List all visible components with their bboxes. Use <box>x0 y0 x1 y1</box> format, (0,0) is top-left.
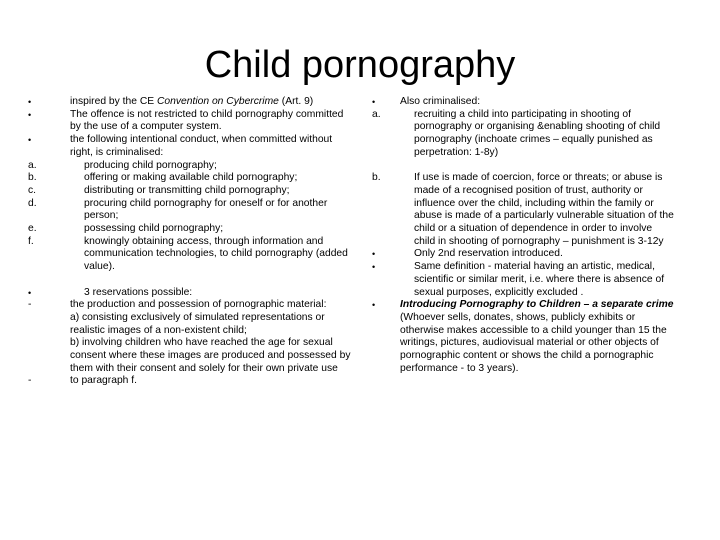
bullet-item <box>370 299 676 375</box>
list-item-b <box>370 172 676 248</box>
bullet-detail-text: (Whoever sells, donates, shows, publicly exhibits or otherwise makes accessible to a child younger than 15 the writings, pictures, audiovisual material or other objects of pornographic content or shows the child a pornographic performance - to 3 years). <box>400 311 667 374</box>
list-item-a <box>26 160 352 173</box>
left-column <box>26 96 352 388</box>
bullet-text: The offence is not restricted to child pornography committed by the use of a computer system. <box>70 108 344 133</box>
reservation-b-text: b) involving children who have reached the age for sexual consent where these images are produced and possessed by them with their consent and solely for their own private use <box>70 337 351 374</box>
bullet-item <box>26 96 352 109</box>
list-marker: c. <box>28 184 37 196</box>
right-column <box>370 96 676 375</box>
bullet-marker: • <box>28 97 32 107</box>
bullet-marker: • <box>28 135 32 146</box>
dash-text: the production and possession of pornographic material: <box>70 299 327 311</box>
bullet-text: Same definition - material having an artistic, medical, scientific or similar merit, i.e. where there is absence of sexual purposes, explicitly excluded . <box>414 261 665 298</box>
bullet-item <box>26 134 352 159</box>
list-text: If use is made of coercion, force or threats; or abuse is made of a recognised position of trust, authority or influence over the child, including within the family or abuse is made of a particularly vulnerable situation of the child or a situation of dependence in order to involve child in shooting of pornography – punishment is 3-12y <box>414 172 674 247</box>
bullet-marker: • <box>372 300 376 311</box>
list-item-e <box>26 223 352 236</box>
bullet-item <box>370 248 676 261</box>
bullet-text: inspired by the CE Convention on Cybercrime (Art. 9) <box>70 96 314 107</box>
list-item-d <box>26 198 352 223</box>
list-marker: a. <box>372 108 381 120</box>
bullet-text: 3 reservations possible: <box>84 286 193 298</box>
reservation-a-text: a) consisting exclusively of simulated representations or realistic images of a non-existent child; <box>70 311 325 336</box>
list-item-a <box>370 109 676 160</box>
list-marker: f. <box>28 235 34 247</box>
dash-item <box>26 375 352 388</box>
dash-item <box>26 299 352 375</box>
list-item-c <box>26 185 352 198</box>
list-marker: b. <box>372 172 381 184</box>
bullet-text: Also criminalised: <box>400 96 481 107</box>
bullet-marker: • <box>372 262 376 273</box>
list-text: procuring child pornography for oneself or for another person; <box>84 197 328 222</box>
list-text: producing child pornography; <box>84 159 217 171</box>
list-marker: a. <box>28 159 37 171</box>
bullet-marker: • <box>28 287 32 298</box>
bullet-item <box>370 96 676 109</box>
bullet-marker: • <box>28 109 32 120</box>
bullet-text: Only 2nd reservation introduced. <box>414 248 563 260</box>
list-text: distributing or transmitting child pornography; <box>84 184 290 196</box>
list-text: offering or making available child pornography; <box>84 172 298 184</box>
list-marker: b. <box>28 172 37 184</box>
list-marker: d. <box>28 197 37 209</box>
bullet-text: the following intentional conduct, when committed without right, is criminalised: <box>70 134 333 158</box>
bullet-item <box>370 261 676 299</box>
list-item-b <box>26 172 352 185</box>
dash-marker: - <box>28 375 32 387</box>
list-text: recruiting a child into participating in shooting of pornography or organising &enabling shooting of child pornography (inchoate crimes – equally punished as perpetration: 1-8y) <box>414 108 661 158</box>
dash-marker: - <box>28 299 32 311</box>
bullet-item <box>26 109 352 134</box>
list-text: knowingly obtaining access, through information and communication technologies, to child pornography (added value). <box>84 235 348 273</box>
slide-title: Child pornography <box>204 44 516 86</box>
dash-text: to paragraph f. <box>70 375 137 387</box>
list-marker: e. <box>28 223 37 235</box>
bullet-marker: • <box>372 249 376 260</box>
bullet-item <box>26 287 352 300</box>
bullet-marker: • <box>372 97 376 107</box>
bullet-text: Introducing Pornography to Children – a separate crime <box>400 299 674 311</box>
list-text: possessing child pornography; <box>84 223 224 235</box>
list-item-f <box>26 236 352 274</box>
